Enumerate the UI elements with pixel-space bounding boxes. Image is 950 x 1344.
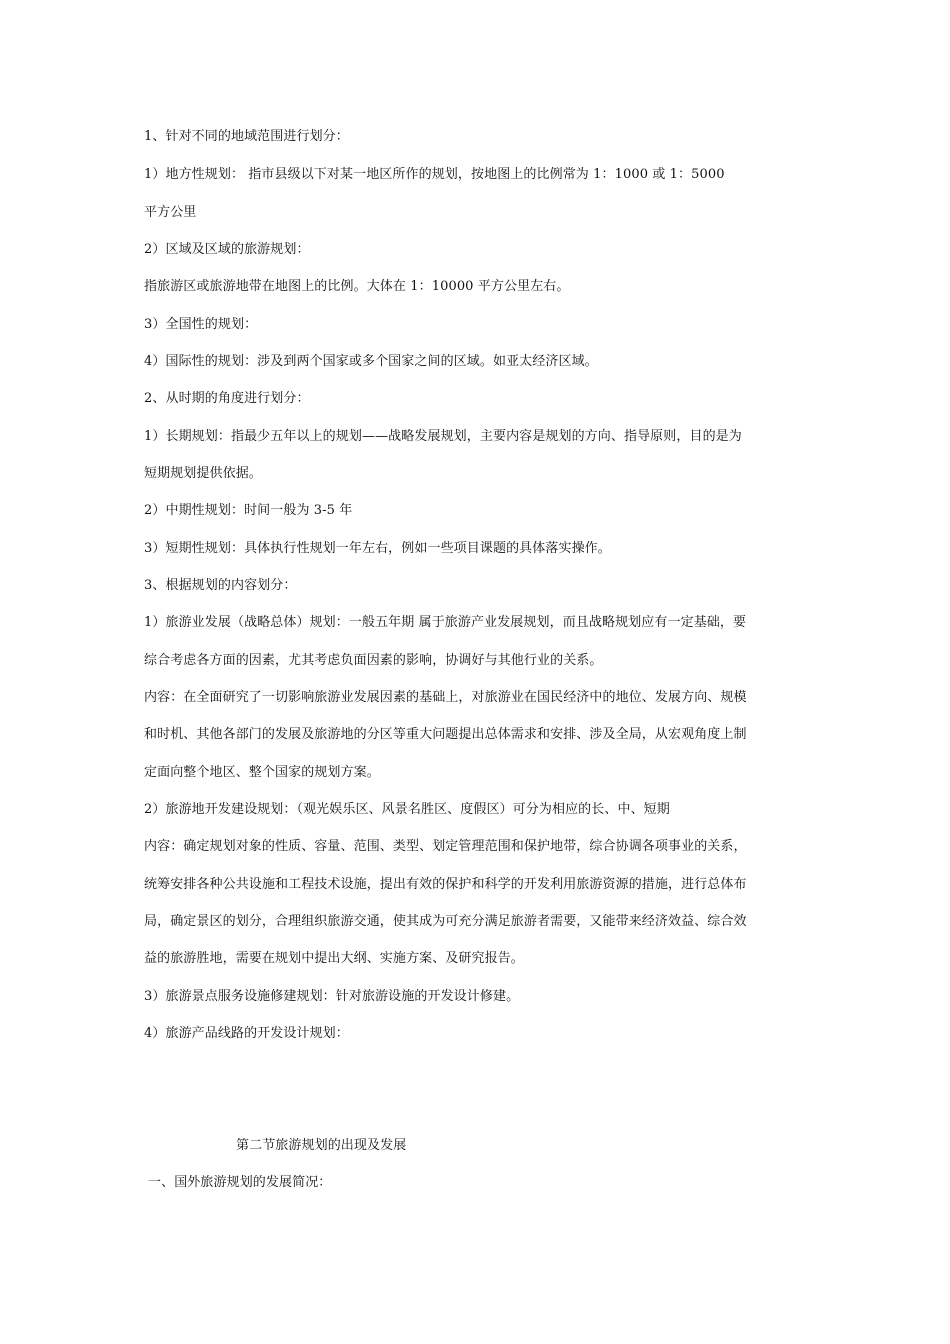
paragraph-line: 平方公里: [144, 205, 197, 220]
paragraph-line: 1）长期规划：指最少五年以上的规划——战略发展规划，主要内容是规划的方向、指导原则，目的是为: [144, 429, 742, 444]
subheading: 一、国外旅游规划的发展简况：: [148, 1175, 332, 1190]
paragraph-line: 内容：确定规划对象的性质、容量、范围、类型、划定管理范围和保护地带，综合协调各项事业的关系，: [144, 839, 747, 854]
paragraph-line: 指旅游区或旅游地带在地图上的比例。大体在 1：10000 平方公里左右。: [144, 279, 570, 294]
paragraph-line: 2）区域及区域的旅游规划：: [144, 242, 310, 257]
paragraph-line: 2）中期性规划：时间一般为 3-5 年: [144, 503, 353, 518]
paragraph-line: 益的旅游胜地，需要在规划中提出大纲、实施方案、及研究报告。: [144, 951, 524, 966]
paragraph-line: 定面向整个地区、整个国家的规划方案。: [144, 765, 380, 780]
heading-time-period: 2、从时期的角度进行划分：: [144, 391, 310, 406]
paragraph-line: 统筹安排各种公共设施和工程技术设施，提出有效的保护和科学的开发利用旅游资源的措施，进行总体布: [144, 877, 747, 892]
paragraph-line: 和时机、其他各部门的发展及旅游地的分区等重大问题提出总体需求和安排、涉及全局，从宏观角度上制: [144, 727, 747, 742]
paragraph-line: 内容：在全面研究了一切影响旅游业发展因素的基础上，对旅游业在国民经济中的地位、发展方向、规模: [144, 690, 747, 705]
paragraph-line: 短期规划提供依据。: [144, 466, 262, 481]
section-title: 第二节旅游规划的出现及发展: [236, 1138, 407, 1153]
paragraph-line: 3）全国性的规划：: [144, 317, 258, 332]
paragraph-line: 3）短期性规划：具体执行性规划一年左右，例如一些项目课题的具体落实操作。: [144, 541, 611, 556]
paragraph-line: 3）旅游景点服务设施修建规划：针对旅游设施的开发设计修建。: [144, 989, 520, 1004]
paragraph-line: 2）旅游地开发建设规划：（观光娱乐区、风景名胜区、度假区）可分为相应的长、中、短期: [144, 802, 670, 817]
paragraph-line: 1）地方性规划： 指市县级以下对某一地区所作的规划，按地图上的比例常为 1：1000 或 1：5000: [144, 167, 725, 182]
paragraph-line: 4）国际性的规划：涉及到两个国家或多个国家之间的区域。如亚太经济区域。: [144, 354, 598, 369]
paragraph-line: 1）旅游业发展（战略总体）规划：一般五年期 属于旅游产业发展规划，而且战略规划应有一定基础，要: [144, 615, 747, 630]
paragraph-line: 局，确定景区的划分，合理组织旅游交通，使其成为可充分满足旅游者需要，又能带来经济效益、综合效: [144, 914, 747, 929]
heading-content: 3、根据规划的内容划分：: [144, 578, 297, 593]
paragraph-line: 综合考虑各方面的因素，尤其考虑负面因素的影响，协调好与其他行业的关系。: [144, 653, 603, 668]
paragraph-line: 4）旅游产品线路的开发设计规划：: [144, 1026, 349, 1041]
heading-geographic-scope: 1、针对不同的地域范围进行划分：: [144, 129, 349, 144]
